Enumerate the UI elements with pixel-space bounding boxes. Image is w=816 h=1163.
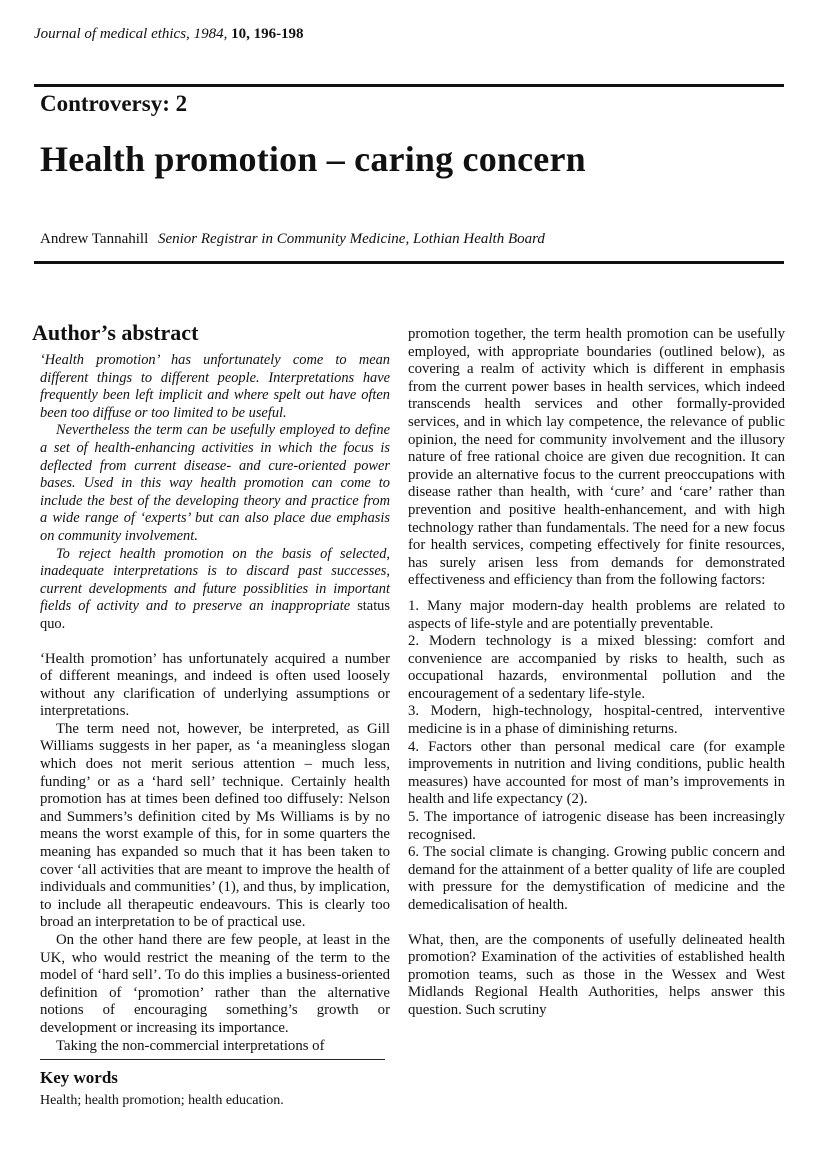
factor-item: 6. The social climate is changing. Growing public concern and demand for the attainment of a better quality of life are coupled with pressure for the demystification of medicine and the demedicalisation of health.	[408, 844, 785, 913]
keywords-text: Health; health promotion; health education.	[40, 1093, 284, 1109]
keywords-heading: Key words	[40, 1068, 118, 1088]
right-column	[408, 326, 785, 1020]
byline	[40, 231, 545, 248]
header-bottom-rule	[34, 261, 784, 264]
top-rule	[34, 84, 784, 87]
article-title: Health promotion – caring concern	[40, 139, 586, 179]
abstract-heading: Author’s abstract	[32, 320, 199, 345]
body-paragraph-3: On the other hand there are few people, at least in the UK, who would restrict the meaning of the term to the model of ‘hard sell’. To do this implies a business-oriented definition of ‘promotion’ rather than the alternative notions of encouraging something’s growth or development or increasing its importance.	[40, 932, 390, 1036]
factor-item: 5. The importance of iatrogenic disease has been increasingly recognised.	[408, 809, 785, 843]
right-paragraph-1: promotion together, the term health promotion can be usefully employed, with appropriate boundaries (outlined below), as covering a realm of activity which is different in emphasis from the current power bases in health services, which indeed transcends health services and other formally-provided services, and in which lay competence, the relevance of public opinion, the need for community involvement and the illusory nature of free rational choice are given due recognition. It can provide an alternative focus to the current preoccupations with disease rather than health, with ‘cure’ and ‘care’ rather than prevention and positive health-enhancement, and with high technology rather than fundamentals. The need for a new focus for health services, competing effectively for finite resources, has surely arisen less from demands for demonstrated effectiveness and efficiency than from the following factors:	[408, 326, 785, 589]
keywords-rule	[40, 1059, 385, 1060]
section-label: Controversy: 2	[40, 91, 188, 116]
body-paragraph-4: Taking the non-commercial interpretations of	[56, 1037, 325, 1054]
abstract-status-quo: status quo.	[40, 598, 390, 632]
journal-year: 1984,	[193, 26, 228, 42]
journal-volume: 10,	[231, 26, 250, 42]
author-affiliation: Senior Registrar in Community Medicine, Lothian Health Board	[157, 231, 545, 247]
abstract-paragraph-3-text: To reject health promotion on the basis of selected, inadequate interpretations is to discard past successes, current developments and future possiblities in important fields of activity and to preserve an inappropriate	[40, 545, 390, 615]
abstract-paragraph-1: ‘Health promotion’ has unfortunately come to mean different things to different people. Interpretations have frequently been left implicit and where spelt out have often been too diffuse or too limited to be useful.	[40, 352, 390, 421]
left-column	[32, 320, 390, 1109]
body-paragraph-2: The term need not, however, be interpreted, as Gill Williams suggests in her paper, as ‘a meaningless slogan which does not merit serious attention – much less, funding’ or as a ‘hard sell’ technique. Certainly health promotion has at times been defined too diffusely: Nelson and Summers’s definition cited by Ms Williams is by no means the worst example of this, for in some quarters the meaning has expanded so much that it has been taken to cover ‘all activities that are meant to improve the health of individuals and communities’ (1), and thus, by implication, to include all therapeutic endeavours. This is clearly too broad an interpretation to be of practical use.	[40, 720, 390, 931]
author-name: Andrew Tannahill	[40, 231, 149, 247]
abstract-paragraph-3	[40, 546, 390, 634]
factor-item: 3. Modern, high-technology, hospital-centred, interventive medicine is in a phase of diminishing returns.	[408, 703, 785, 738]
journal-citation	[34, 26, 304, 43]
abstract-paragraph-2: Nevertheless the term can be usefully employed to define a set of health-enhancing activities in which the focus is deflected from current disease- and cure-oriented power bases. Used in this way health promotion can come to include the best of the developing theory and practice from a wide range of ‘experts’ but can also place due emphasis on community involvement.	[40, 422, 390, 544]
body-paragraph-1: ‘Health promotion’ has unfortunately acquired a number of different meanings, and indeed is often used loosely without any clarification of underlying assumptions or interpretations.	[40, 650, 390, 720]
journal-name: Journal of medical ethics,	[34, 26, 190, 42]
journal-pages: 196-198	[253, 26, 304, 42]
factor-item: 1. Many major modern-day health problems are related to aspects of life-style and are potentially preventable.	[408, 597, 785, 632]
right-paragraph-2: What, then, are the components of usefully delineated health promotion? Examination of the activities of established health promotion teams, such as those in the Wessex and West Midlands Regional Health Authorities, helps answer this question. Such scrutiny	[408, 931, 785, 1018]
factor-item: 2. Modern technology is a mixed blessing: comfort and convenience are accompanied by risks to health, such as occupational hazards, environmental pollution and the encouragement of a sedentary life-style.	[408, 633, 785, 702]
factor-item: 4. Factors other than personal medical care (for example improvements in nutrition and living conditions, public health measures) have accounted for most of man’s improvements in health and life expectancy (2).	[408, 738, 785, 808]
